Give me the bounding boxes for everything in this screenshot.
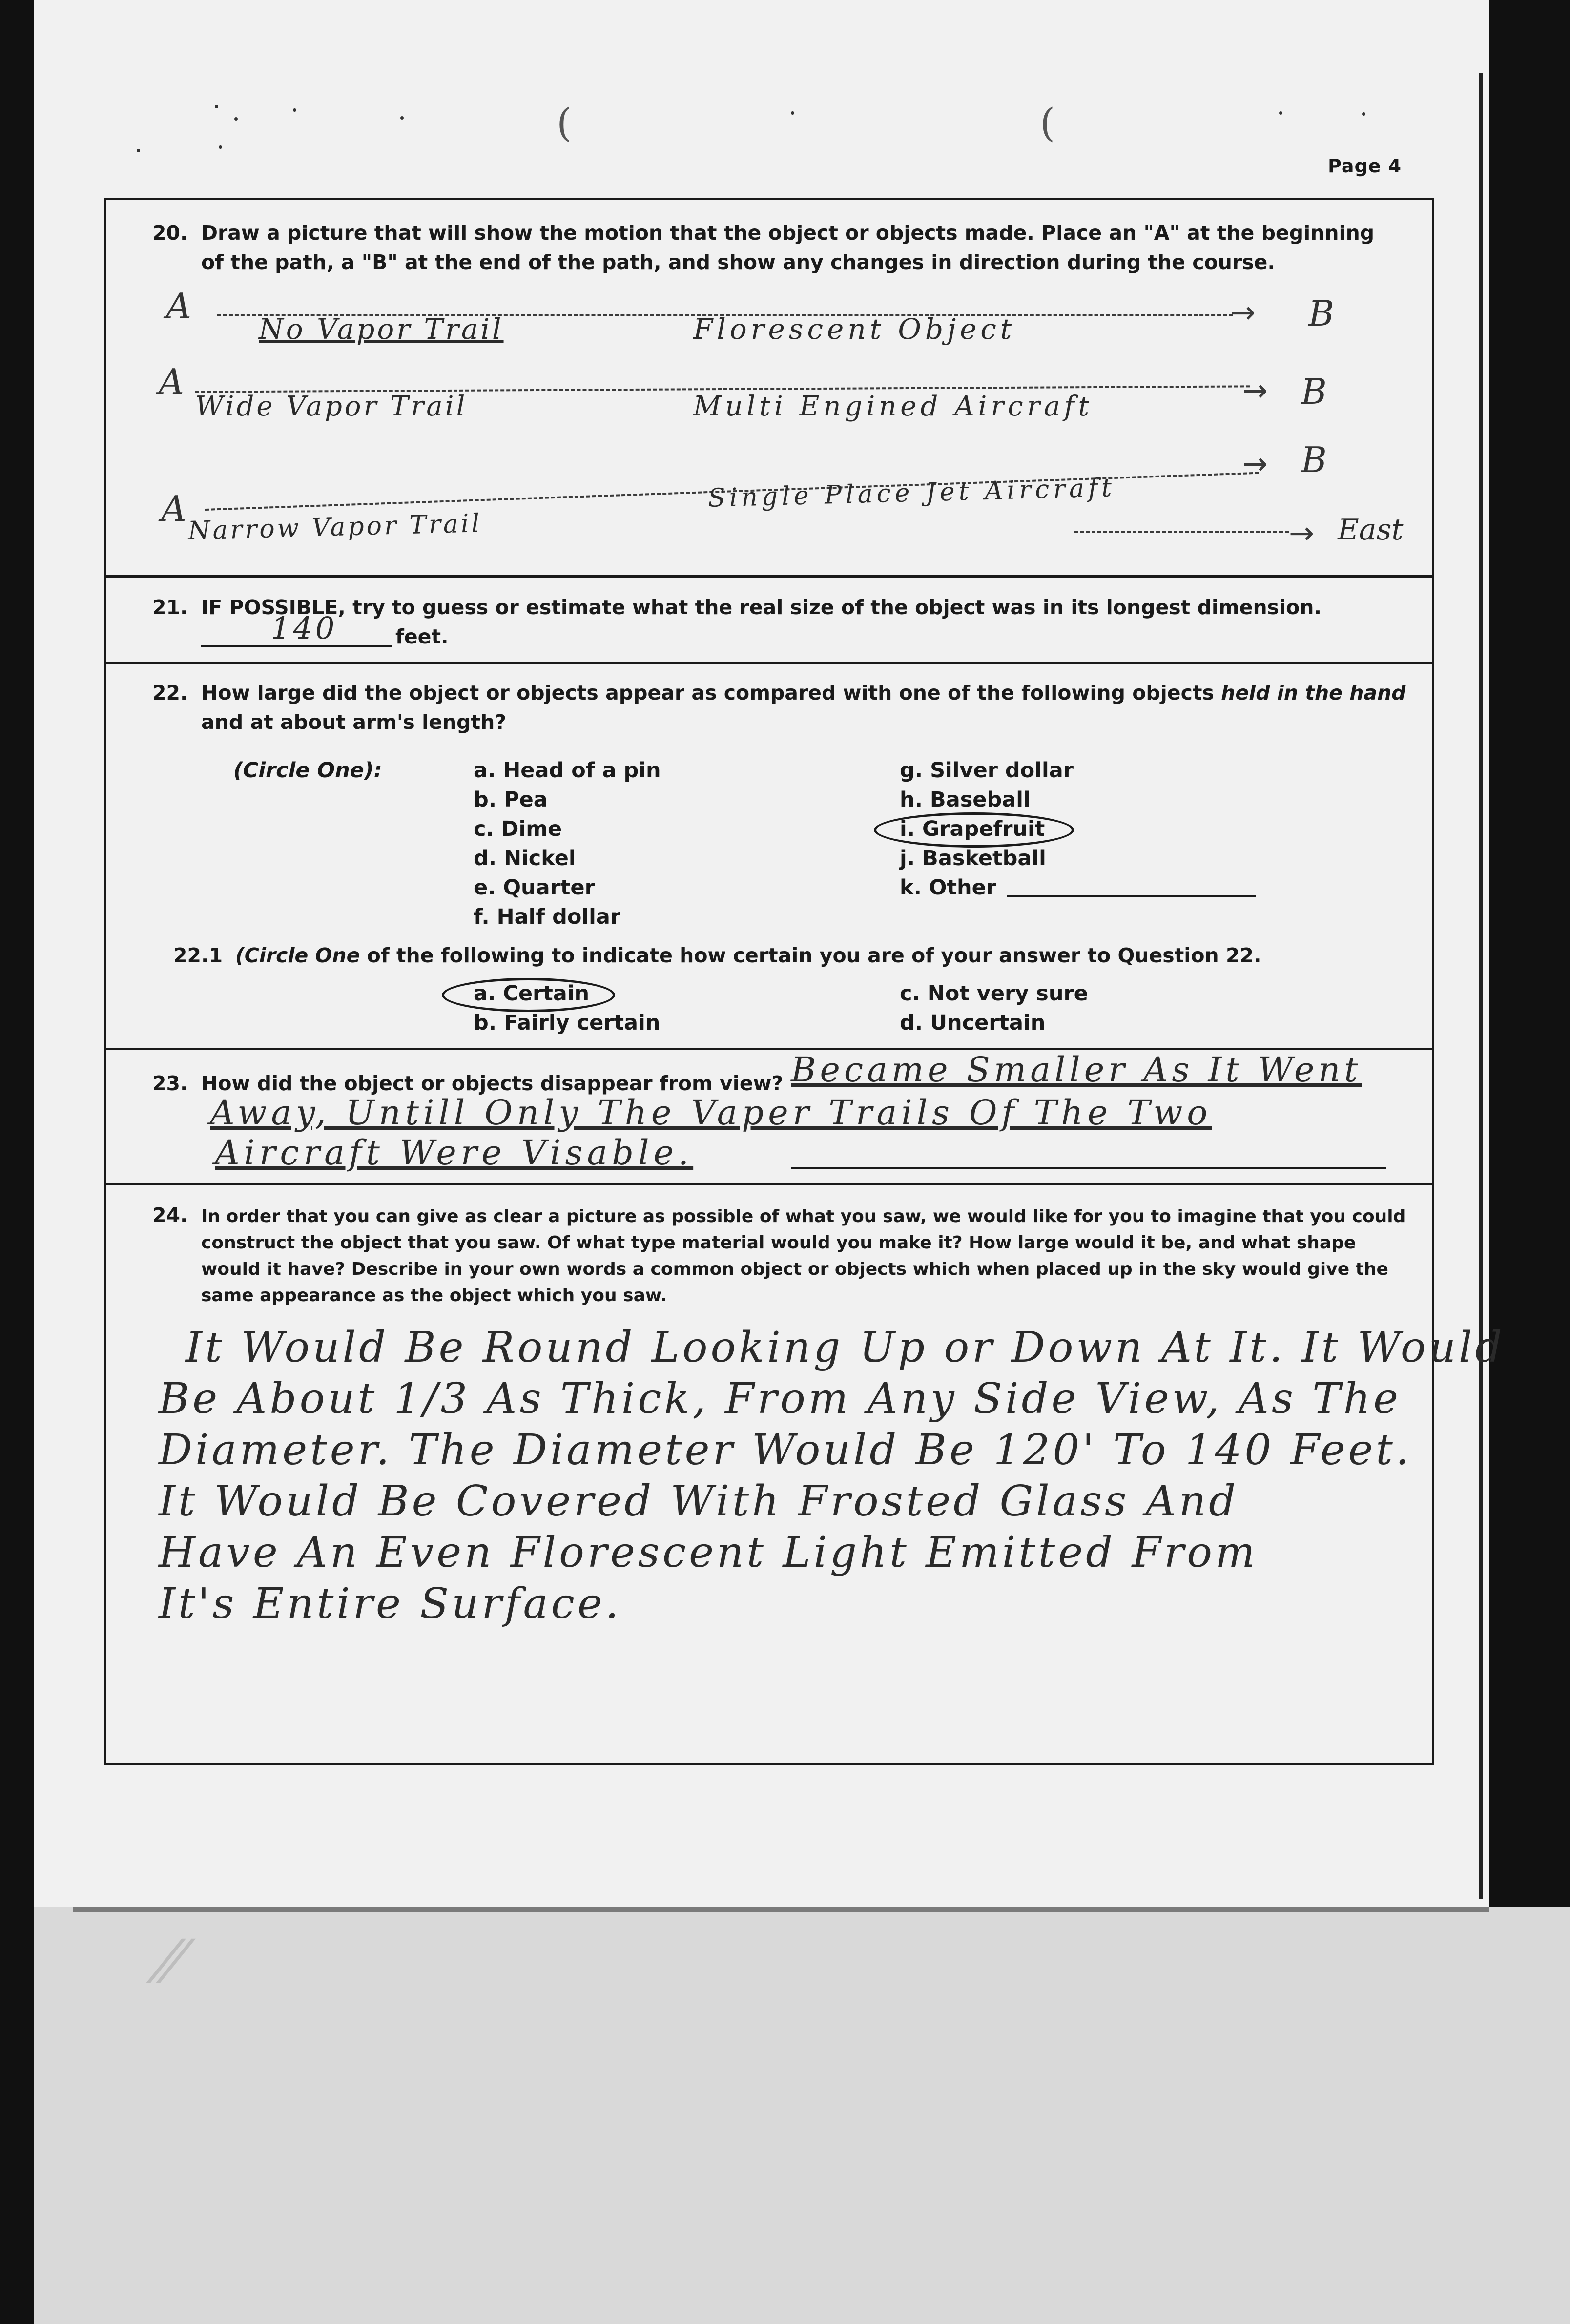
question-text: same appearance as the object which you saw. — [201, 1286, 667, 1306]
question-text: construct the object that you saw. Of what type material would you make it? How large would it be, and what shape — [201, 1233, 1356, 1253]
path-start-label: A — [166, 286, 191, 327]
option-g[interactable]: g. Silver dollar — [900, 758, 1074, 783]
path-start-label: A — [161, 488, 186, 529]
arrowhead-icon: → — [1242, 446, 1268, 481]
option-b[interactable]: b. Pea — [474, 788, 548, 812]
scan-mark: ( — [1040, 100, 1055, 145]
handwritten-answer: Became Smaller As It Went — [791, 1050, 1362, 1090]
question-text-part: of the following to indicate how certain you are of your answer to Question 22. — [360, 944, 1261, 967]
option-k[interactable]: k. Other — [900, 875, 996, 900]
option-c[interactable]: c. Dime — [474, 817, 562, 841]
background-surface — [34, 1907, 1570, 2324]
option-j[interactable]: j. Basketball — [900, 846, 1046, 871]
handwritten-note: East — [1338, 513, 1404, 547]
question-number: 21. — [152, 596, 188, 619]
instruction-label: (Circle One): — [233, 758, 382, 783]
path-start-label: A — [159, 361, 184, 402]
handwritten-note: Wide Vapor Trail — [195, 391, 468, 422]
handwritten-answer: Away, Untill Only The Vaper Trails Of The Two — [210, 1093, 1212, 1133]
unit-label: feet. — [395, 625, 449, 648]
scan-speck — [400, 116, 404, 120]
path-end-label: B — [1301, 371, 1327, 412]
question-text: would it have? Describe in your own words a common object or objects which when placed up in the sky would give the — [201, 1259, 1388, 1279]
question-text — [201, 679, 1406, 707]
section-divider — [104, 575, 1432, 578]
handwritten-answer: Diameter. The Diameter Would Be 120' To 140 Feet. — [159, 1426, 1412, 1474]
question-text — [235, 941, 1261, 970]
arrowhead-icon: → — [1289, 515, 1314, 551]
option-h[interactable]: h. Baseball — [900, 788, 1031, 812]
scan-speck — [219, 145, 222, 149]
path-end-label: B — [1301, 439, 1327, 480]
direction-arrow — [1074, 531, 1289, 533]
handwritten-answer: It Would Be Round Looking Up or Down At It. It Would — [186, 1323, 1505, 1372]
question-text: Draw a picture that will show the motion that the object or objects made. Place an "A" at the beginning — [201, 221, 1375, 245]
scan-speck — [1362, 112, 1365, 116]
handwritten-answer: Be About 1/3 As Thick, From Any Side View, As The — [159, 1374, 1402, 1423]
handwritten-note: No Vapor Trail — [259, 312, 504, 346]
handwritten-note: Narrow Vapor Trail — [187, 509, 482, 546]
option-d[interactable]: d. Uncertain — [900, 1011, 1046, 1035]
scan-speck — [791, 111, 794, 115]
question-text: In order that you can give as clear a picture as possible of what you saw, we would like for you to imagine that you could — [201, 1206, 1406, 1226]
option-c[interactable]: c. Not very sure — [900, 981, 1088, 1006]
answer-line — [791, 1167, 1386, 1169]
question-text-emphasis: (Circle One — [235, 944, 360, 967]
option-e[interactable]: e. Quarter — [474, 875, 595, 900]
arrowhead-icon: → — [1242, 373, 1268, 408]
scan-mark: ⁄⁄ — [161, 1929, 181, 1996]
question-text: How did the object or objects disappear from view? — [201, 1072, 784, 1095]
scan-speck — [215, 105, 218, 108]
section-divider — [104, 662, 1432, 664]
selection-circle — [874, 812, 1074, 848]
handwritten-answer: 140 — [271, 610, 338, 646]
arrowhead-icon: → — [1230, 294, 1256, 330]
question-number: 20. — [152, 221, 188, 245]
scan-speck — [1279, 111, 1282, 115]
page-number: Page 4 — [1328, 155, 1402, 177]
handwritten-note: Single Place Jet Aircraft — [707, 473, 1116, 513]
handwritten-answer: It Would Be Covered With Frosted Glass And — [159, 1477, 1239, 1526]
question-text: and at about arm's length? — [201, 710, 507, 734]
option-a-selected[interactable]: a. Certain — [474, 981, 590, 1006]
handwritten-answer: It's Entire Surface. — [159, 1579, 622, 1628]
page-shadow-edge — [73, 1907, 1489, 1912]
selection-circle — [442, 978, 615, 1012]
question-number: 23. — [152, 1072, 188, 1095]
option-a[interactable]: a. Head of a pin — [474, 758, 661, 783]
question-text-part: How large did the object or objects appear as compared with one of the following objects — [201, 681, 1221, 705]
question-number: 24. — [152, 1204, 188, 1227]
option-d[interactable]: d. Nickel — [474, 846, 576, 871]
option-f[interactable]: f. Half dollar — [474, 905, 621, 929]
question-text: IF POSSIBLE, try to guess or estimate what the real size of the object was in its longest dimension. — [201, 596, 1322, 619]
option-b[interactable]: b. Fairly certain — [474, 1011, 661, 1035]
scan-speck — [137, 149, 140, 152]
question-number: 22. — [152, 681, 188, 705]
scan-speck — [293, 108, 296, 112]
question-text-emphasis: held in the hand — [1221, 681, 1406, 705]
question-text: of the path, a "B" at the end of the path, and show any changes in direction during the course. — [201, 250, 1275, 274]
page-right-edge — [1479, 73, 1483, 1899]
scan-mark: ( — [557, 100, 572, 145]
handwritten-note: Florescent Object — [693, 312, 1016, 346]
question-number: 22.1 — [173, 944, 223, 967]
option-i-selected[interactable]: i. Grapefruit — [900, 817, 1045, 841]
other-answer-line[interactable] — [1007, 895, 1256, 897]
section-divider — [104, 1183, 1432, 1185]
path-end-label: B — [1308, 293, 1334, 334]
handwritten-answer: Have An Even Florescent Light Emitted From — [159, 1528, 1258, 1577]
handwritten-note: Multi Engined Aircraft — [693, 391, 1093, 422]
scan-speck — [234, 117, 238, 121]
handwritten-answer: Aircraft Were Visable. — [215, 1133, 694, 1173]
